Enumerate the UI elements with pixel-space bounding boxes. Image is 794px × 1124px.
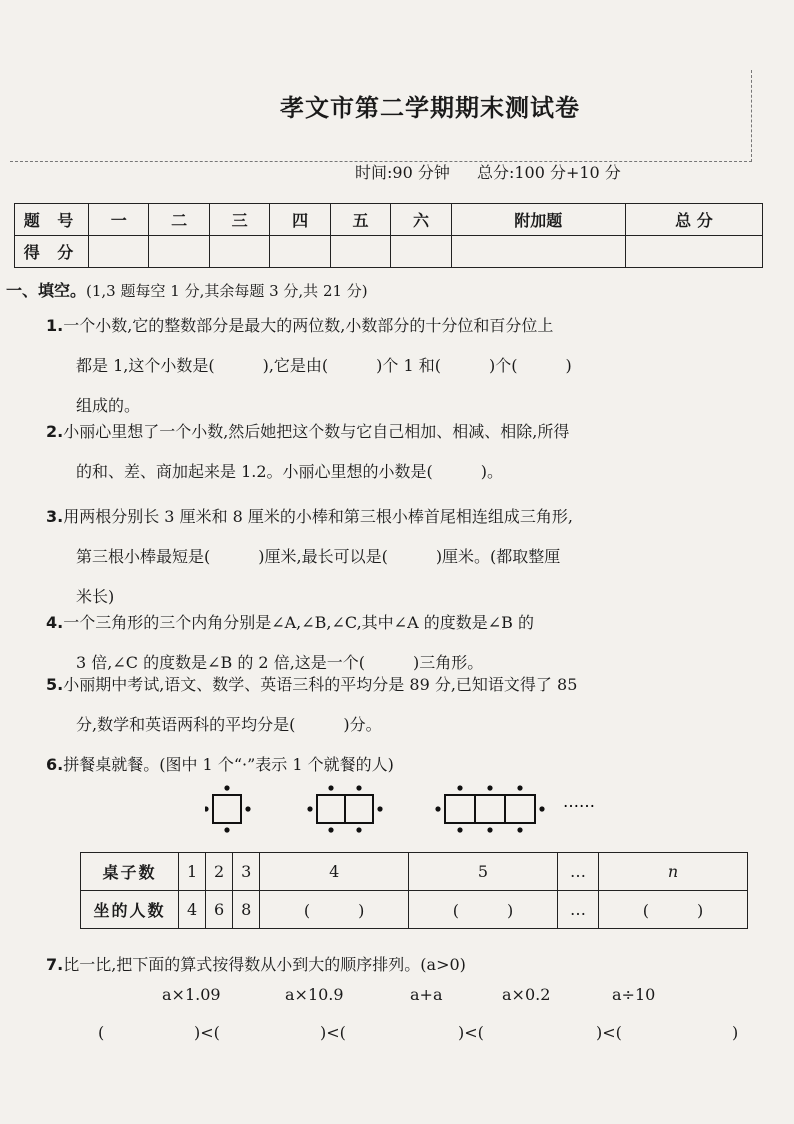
people-cell: 6	[206, 891, 233, 929]
q3-line-1	[46, 497, 776, 537]
question-number: 6.	[46, 755, 64, 774]
score-col-2: 二	[149, 204, 209, 236]
exam-time: 时间:90 分钟	[355, 163, 450, 182]
q4-line-1	[46, 603, 776, 643]
question-number: 7.	[46, 955, 64, 974]
tables-cell: 1	[179, 853, 206, 891]
expression-1: a×1.09	[162, 985, 221, 1004]
order-close: )	[732, 1023, 739, 1042]
table-dot-diagram	[205, 783, 625, 835]
score-header-label: 题 号	[15, 204, 89, 236]
section-label: 一、填空。	[6, 281, 87, 300]
tables-row	[81, 853, 748, 891]
people-answer-blank[interactable]: ( )	[599, 891, 748, 929]
q6-line-1	[46, 745, 776, 785]
score-col-6: 六	[391, 204, 451, 236]
q5-line-1	[46, 665, 776, 705]
people-row-label: 坐的人数	[81, 891, 179, 929]
page-title: 孝文市第二学期期末测试卷	[280, 94, 580, 122]
tables-row-label: 桌子数	[81, 853, 179, 891]
question-number: 1.	[46, 316, 64, 335]
exam-total: 总分:100 分+10 分	[476, 163, 621, 182]
tables-cell: 5	[409, 853, 558, 891]
order-sep-2: )<(	[320, 1023, 346, 1042]
question-number: 5.	[46, 675, 64, 694]
q3-text-2: 第三根小棒最短是( )厘米,最长可以是( )厘米。(都取整厘	[76, 547, 561, 566]
people-answer-blank[interactable]: ( )	[260, 891, 409, 929]
q1-text-2: 都是 1,这个小数是( ),它是由( )个 1 和( )个( )	[76, 356, 572, 375]
score-cell[interactable]	[89, 236, 149, 268]
q5-text-2: 分,数学和英语两科的平均分是( )分。	[76, 715, 382, 734]
score-row-label: 得 分	[15, 236, 89, 268]
tables-cell: n	[599, 853, 748, 891]
q4-text-1: 一个三角形的三个内角分别是∠A,∠B,∠C,其中∠A 的度数是∠B 的	[63, 613, 534, 632]
three-tables-figure	[435, 785, 544, 832]
people-cell: 8	[233, 891, 260, 929]
score-col-4: 四	[270, 204, 330, 236]
two-tables-figure	[307, 785, 382, 832]
q2-line-1	[46, 412, 776, 452]
tables-cell: …	[557, 853, 598, 891]
expression-4: a×0.2	[502, 985, 551, 1004]
diagram-ellipsis: ……	[563, 792, 595, 811]
people-answer-blank[interactable]: ( )	[409, 891, 558, 929]
order-sep-4: )<(	[596, 1023, 622, 1042]
q4-text-2: 3 倍,∠C 的度数是∠B 的 2 倍,这是一个( )三角形。	[76, 653, 484, 672]
q1-line-1	[46, 306, 776, 346]
q1-text-3: 组成的。	[76, 396, 141, 415]
expression-5: a÷10	[612, 985, 656, 1004]
order-sep-3: )<(	[458, 1023, 484, 1042]
score-value-row	[15, 236, 763, 268]
q1-text-1: 一个小数,它的整数部分是最大的两位数,小数部分的十分位和百分位上	[63, 316, 554, 335]
question-5	[46, 665, 776, 745]
score-cell[interactable]	[209, 236, 269, 268]
question-number: 2.	[46, 422, 64, 441]
score-col-1: 一	[89, 204, 149, 236]
score-table	[14, 203, 763, 268]
order-open: (	[98, 1023, 105, 1042]
question-2	[46, 412, 776, 492]
score-cell[interactable]	[451, 236, 625, 268]
score-cell[interactable]	[391, 236, 451, 268]
order-sep-1: )<(	[194, 1023, 220, 1042]
score-cell[interactable]	[625, 236, 762, 268]
tables-cell: 2	[206, 853, 233, 891]
score-header-row	[15, 204, 763, 236]
q2-text-1: 小丽心里想了一个小数,然后她把这个数与它自己相加、相减、相除,所得	[63, 422, 570, 441]
score-cell[interactable]	[149, 236, 209, 268]
question-7	[46, 945, 776, 985]
one-table-figure	[205, 785, 251, 832]
question-number: 4.	[46, 613, 64, 632]
people-row	[81, 891, 748, 929]
question-1	[46, 306, 776, 426]
score-col-5: 五	[330, 204, 390, 236]
score-col-3: 三	[209, 204, 269, 236]
tables-cell: 3	[233, 853, 260, 891]
exam-info	[355, 160, 643, 183]
question-6	[46, 745, 776, 785]
q6-text-1: 拼餐桌就餐。(图中 1 个“·”表示 1 个就餐的人)	[63, 755, 394, 774]
q7-line-1	[46, 945, 776, 985]
score-col-total: 总 分	[625, 204, 762, 236]
score-col-bonus: 附加题	[451, 204, 625, 236]
q5-text-1: 小丽期中考试,语文、数学、英语三科的平均分是 89 分,已知语文得了 85	[63, 675, 578, 694]
question-3	[46, 497, 776, 617]
score-cell[interactable]	[330, 236, 390, 268]
people-cell: 4	[179, 891, 206, 929]
score-cell[interactable]	[270, 236, 330, 268]
tables-cell: 4	[260, 853, 409, 891]
section-heading	[6, 278, 368, 301]
seating-table	[80, 852, 748, 929]
q3-text-3: 米长)	[76, 587, 115, 606]
expression-3: a+a	[410, 985, 443, 1004]
section-note: (1,3 题每空 1 分,其余每题 3 分,共 21 分)	[86, 282, 368, 300]
expression-2: a×10.9	[285, 985, 344, 1004]
q7-text-1: 比一比,把下面的算式按得数从小到大的顺序排列。(a>0)	[63, 955, 466, 974]
q2-text-2: 的和、差、商加起来是 1.2。小丽心里想的小数是( )。	[76, 462, 504, 481]
question-number: 3.	[46, 507, 64, 526]
q3-text-1: 用两根分别长 3 厘米和 8 厘米的小棒和第三根小棒首尾相连组成三角形,	[63, 507, 574, 526]
people-cell: …	[557, 891, 598, 929]
